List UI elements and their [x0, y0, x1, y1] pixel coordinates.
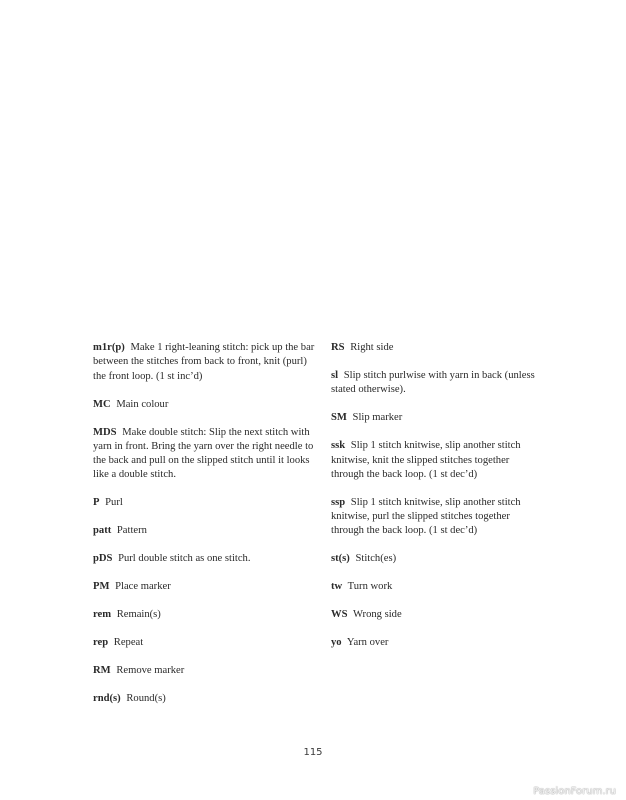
glossary-entry	[93, 496, 315, 510]
glossary-entry	[93, 398, 315, 412]
glossary-entry	[93, 636, 315, 650]
glossary-entry	[93, 608, 315, 622]
glossary-column-right	[331, 341, 537, 664]
glossary-entry	[331, 580, 537, 594]
glossary-definition: Place marker	[115, 581, 171, 593]
glossary-definition: Turn work	[347, 581, 393, 593]
glossary-entry	[93, 580, 315, 594]
glossary-definition: Remove marker	[116, 665, 185, 677]
glossary-entry	[331, 369, 537, 398]
glossary-definition: Repeat	[113, 637, 144, 649]
glossary-term: sl	[331, 369, 339, 381]
glossary-term: RS	[331, 342, 345, 353]
glossary-term: st(s)	[331, 553, 350, 565]
glossary-term: MC	[93, 398, 111, 410]
glossary-term: ssk	[331, 440, 346, 452]
glossary-entry	[331, 411, 537, 425]
glossary-definition: Main colour	[116, 398, 169, 410]
glossary-term: SM	[331, 412, 347, 424]
glossary-term: ssp	[331, 496, 346, 508]
glossary-entry	[93, 552, 315, 566]
glossary-definition: Slip marker	[352, 412, 403, 424]
glossary-entry	[331, 341, 537, 355]
glossary-definition: Make 1 right-leaning stitch: pick up the bar between the stitches from back to front, knit (purl) the front loop. (1 st inc’d)	[93, 342, 315, 382]
glossary-column-left	[93, 341, 315, 720]
glossary-definition: Make double stitch: Slip the next stitch with yarn in front. Bring the yarn over the right needle to the back and pull on the slipped stitch until it looks like a double stitch.	[93, 426, 314, 481]
glossary-term: rep	[93, 637, 109, 649]
glossary-entry	[331, 496, 537, 539]
glossary-term: pDS	[93, 553, 113, 565]
glossary-entry	[93, 664, 315, 678]
glossary-term: WS	[331, 609, 348, 621]
glossary-entry	[331, 608, 537, 622]
glossary-definition: Wrong side	[352, 609, 402, 621]
glossary-definition: Remain(s)	[116, 609, 161, 621]
glossary-entry	[331, 552, 537, 566]
glossary-definition: Pattern	[116, 525, 147, 537]
glossary-term: P	[93, 497, 100, 509]
glossary-definition: Yarn over	[346, 637, 389, 649]
glossary-definition: Purl double stitch as one stitch.	[118, 553, 251, 565]
glossary-entry	[331, 439, 537, 482]
glossary-term: rnd(s)	[93, 693, 121, 705]
glossary-definition: Slip stitch purlwise with yarn in back (unless stated otherwise).	[331, 369, 535, 396]
glossary-definition: Slip 1 stitch knitwise, slip another stitch knitwise, purl the slipped stitches together through the back loop. (1 st dec’d)	[331, 496, 521, 537]
glossary-entry	[93, 524, 315, 538]
glossary-term: MDS	[93, 426, 117, 438]
glossary-term: m1r(p)	[93, 342, 125, 353]
glossary-definition: Stitch(es)	[355, 553, 397, 565]
glossary-definition: Purl	[105, 497, 123, 509]
glossary-term: rem	[93, 609, 112, 621]
glossary-definition: Right side	[350, 342, 394, 353]
glossary-entry	[93, 341, 315, 384]
watermark: PassionForum.ru	[533, 786, 616, 797]
glossary-term: yo	[331, 637, 342, 649]
glossary-definition: Round(s)	[126, 693, 166, 705]
glossary-term: RM	[93, 665, 111, 677]
glossary-definition: Slip 1 stitch knitwise, slip another stitch knitwise, knit the slipped stitches together through the back loop. (1 st dec’d)	[331, 440, 521, 480]
glossary-entry	[331, 636, 537, 650]
glossary-entry	[93, 426, 315, 483]
glossary-term: PM	[93, 581, 110, 593]
glossary-term: tw	[331, 581, 343, 593]
glossary-entry	[93, 692, 315, 706]
page-number: 115	[303, 747, 323, 758]
glossary-term: patt	[93, 525, 112, 537]
